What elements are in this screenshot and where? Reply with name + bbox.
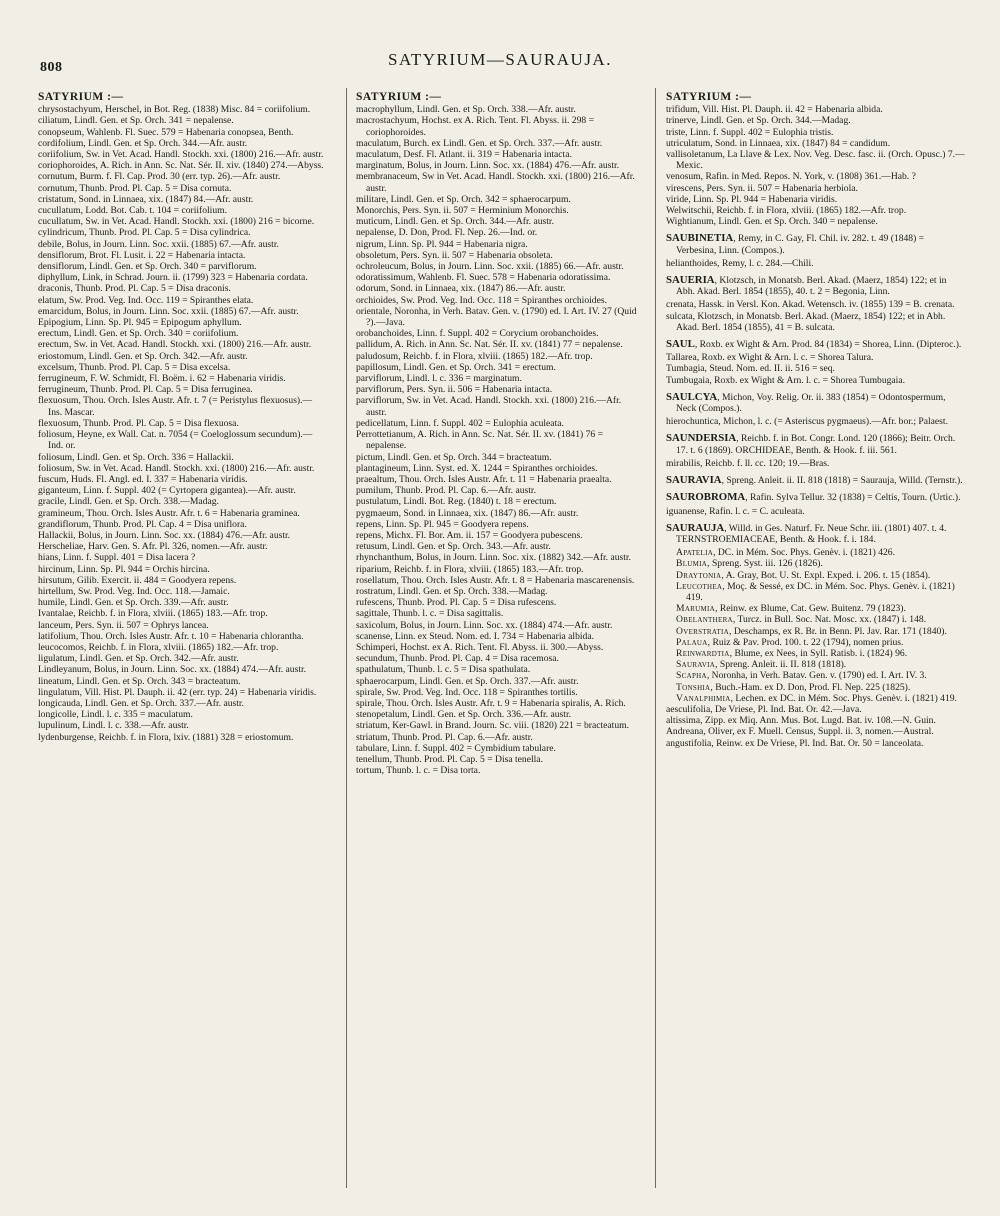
species-entry: repens, Linn. Sp. Pl. 945 = Goodyera repens. — [356, 518, 529, 530]
species-entry: pustulatum, Lindl. Bot. Reg. (1840) t. 18 = erectum. — [356, 496, 557, 508]
species-entry: parviflorum, Lindl. l. c. 336 = marginatum. — [356, 373, 522, 385]
species-entry: Andreana, Oliver, ex F. Muell. Census, Suppl. ii. 3, nomen.—Austral. — [666, 726, 934, 738]
species-entry: obsoletum, Pers. Syn. ii. 507 = Habenaria obsoleta. — [356, 249, 553, 261]
species-entry: chrysostachyum, Herschel, in Bot. Reg. (1838) Misc. 84 = coriifolium. — [38, 104, 311, 116]
species-entry: triste, Linn. f. Suppl. 402 = Eulophia tristis. — [666, 126, 834, 138]
synonym-entry — [666, 547, 966, 558]
genus-name: SAUBINETIA — [666, 232, 734, 245]
species-entry: tenellum, Thunb. Prod. Pl. Cap. 5 = Disa tenella. — [356, 753, 543, 765]
species-entry: plantagineum, Linn. Syst. ed. X. 1244 = Spiranthes orchioides. — [356, 462, 598, 474]
species-entry: secundum, Thunb. Prod. Pl. Cap. 4 = Disa racemosa. — [356, 653, 559, 665]
entry-list — [356, 104, 644, 776]
species-entry: Ivantalae, Reichb. f. in Flora, xlviii. (1865) 183.—Afr. trop. — [38, 608, 268, 620]
species-entry: hircinum, Linn. Sp. Pl. 944 = Orchis hircina. — [38, 563, 210, 575]
species-entry: altissima, Zipp. ex Miq. Ann. Mus. Bot. Lugd. Bat. iv. 108.—N. Guin. — [666, 715, 936, 727]
synonym-name: Blumia — [676, 558, 708, 570]
species-entry: sphaerocarpum, Lindl. Gen. et Sp. Orch. 337.—Afr. austr. — [356, 675, 579, 687]
species-entry: retusum, Lindl. Gen. et Sp. Orch. 343.—Afr. austr. — [356, 541, 551, 553]
species-entry: rufescens, Thunb. Prod. Pl. Cap. 5 = Disa rufescens. — [356, 597, 557, 609]
synonym-name: Marumia — [676, 603, 716, 615]
species-entry: angustifolia, Reinw. ex De Vriese, Pl. Ind. Bat. Or. 50 = lanceolata. — [666, 737, 924, 749]
genus-entry — [666, 392, 966, 414]
species-entry: draconis, Thunb. Prod. Pl. Cap. 5 = Disa draconis. — [38, 283, 231, 295]
running-head: SATYRIUM—SAURAUJA. — [388, 50, 612, 69]
species-entry: maculatum, Burch. ex Lindl. Gen. et Sp. Orch. 337.—Afr. austr. — [356, 137, 603, 149]
column-3 — [666, 88, 966, 1188]
entry-list — [38, 104, 326, 743]
species-entry: grandiflorum, Thunb. Prod. Pl. Cap. 4 = Disa uniflora. — [38, 518, 247, 530]
species-entry: stenopetalum, Lindl. Gen. et Sp. Orch. 336.—Afr. austr. — [356, 709, 572, 721]
species-entry: marginatum, Bolus, in Journ. Linn. Soc. xx. (1884) 476.—Afr. austr. — [356, 160, 620, 172]
species-entry: nigrum, Linn. Sp. Pl. 944 = Habenaria nigra. — [356, 238, 528, 250]
species-entry: Herscheliae, Harv. Gen. S. Afr. Pl. 326, nomen.—Afr. austr. — [38, 541, 268, 553]
synonym-name: Sauravia — [676, 659, 716, 671]
genus-name: SAUL — [666, 338, 695, 351]
species-entry: longicauda, Lindl. Gen. et Sp. Orch. 337.—Afr. austr. — [38, 697, 244, 709]
synonym-entry — [666, 637, 966, 648]
species-entry: lanceum, Pers. Syn. ii. 507 = Ophrys lancea. — [38, 619, 209, 631]
species-entry: longicolle, Lindl. l. c. 335 = maculatum. — [38, 709, 193, 721]
species-entry: Epipogium, Linn. Sp. Pl. 945 = Epipogum aphyllum. — [38, 317, 242, 329]
species-entry: scanense, Linn. ex Steud. Nom. ed. I. 734 = Habenaria albida. — [356, 630, 594, 642]
species-entry: cornutum, Thunb. Prod. Pl. Cap. 5 = Disa cornuta. — [38, 182, 232, 194]
species-entry: cucullatum, Lodd. Bot. Cab. t. 104 = coriifolium. — [38, 205, 227, 217]
species-entry: cucullatum, Sw. in Vet. Acad. Handl. Stockh. xxi. (1800) 216 = bicorne. — [38, 216, 315, 228]
synonym-name: Vanalphimia — [676, 692, 731, 704]
synonym-entry — [666, 581, 966, 603]
species-entry: nepalense, D. Don, Prod. Fl. Nep. 26.—Ind. or. — [356, 227, 538, 239]
species-entry: aesculifolia, De Vriese, Pl. Ind. Bat. Or. 42.—Java. — [666, 703, 862, 715]
entry-list — [666, 104, 966, 227]
genus-citation: , Willd. in Ges. Naturf. Fr. Neue Schr. iii. (1801) 407. t. 4. TERNSTROEMIACEAE, Benth. & Hook. f. i. 184. — [676, 522, 947, 545]
species-entry: flexuosum, Thou. Orch. Isles Austr. Afr. t. 7 (= Peristylus flexuosus).—Ins. Mascar. — [38, 395, 313, 418]
genus-citation: , Roxb. ex Wight & Arn. Prod. 84 (1834) = Shorea, Linn. (Dipteroc.). — [694, 339, 962, 351]
species-entry: hians, Linn. f. Suppl. 401 = Disa lacera ? — [38, 552, 196, 564]
species-entry: ferrugineum, F. W. Schmidt, Fl. Boëm. i. 62 = Habenaria viridis. — [38, 373, 286, 385]
genus-name: SAUERIA — [666, 274, 715, 287]
species-entry: rosellatum, Thou. Orch. Isles Austr. Afr. t. 8 = Habenaria mascarenensis. — [356, 574, 635, 586]
species-entry: ligulatum, Lindl. Gen. et Sp. Orch. 342.—Afr. austr. — [38, 653, 239, 665]
species-entry: trinerve, Lindl. Gen. et Sp. Orch. 344.—Madag. — [666, 115, 851, 127]
species-entry: elatum, Sw. Prod. Veg. Ind. Occ. 119 = Spiranthes elata. — [38, 294, 254, 306]
species-entry: viride, Linn. Sp. Pl. 944 = Habenaria viridis. — [666, 193, 838, 205]
species-entry: Perrottetianum, A. Rich. in Ann. Sc. Nat. Sér. II. xv. (1841) 76 = nepalense. — [356, 429, 604, 452]
genus-citation: , Klotzsch, in Monatsb. Berl. Akad. (Maerz, 1854) 122; et in Abh. Akad. Berl. 1854 (1855), 40. t. 2 = Begonia, Linn. — [676, 275, 947, 298]
species-entry: Tumbugaia, Roxb. ex Wight & Arn. l. c. = Shorea Tumbugaia. — [666, 374, 906, 386]
species-entry: Hallackii, Bolus, in Journ. Linn. Soc. xx. (1884) 476.—Afr. austr. — [38, 529, 291, 541]
species-entry: Tallarea, Roxb. ex Wight & Arn. l. c. = Shorea Talura. — [666, 352, 874, 364]
synonym-name: Leucothea — [676, 580, 723, 592]
synonym-name: Tonshia — [676, 681, 711, 693]
species-entry: foliosum, Lindl. Gen. et Sp. Orch. 336 = Hallackii. — [38, 451, 234, 463]
species-entry: utriculatum, Sond. in Linnaea, xix. (1847) 84 = candidum. — [666, 137, 891, 149]
species-entry: iguanense, Rafin. l. c. = C. aculeata. — [666, 505, 805, 517]
species-entry: repens, Michx. Fl. Bor. Am. ii. 157 = Goodyera pubescens. — [356, 529, 583, 541]
genus-heading: SATYRIUM :— — [356, 91, 442, 103]
species-entry: cylindricum, Thunb. Prod. Pl. Cap. 5 = Disa cylindrica. — [38, 227, 251, 239]
column-rule — [346, 88, 347, 1188]
species-entry: spathulatum, Thunb. l. c. 5 = Disa spathulata. — [356, 664, 531, 676]
species-entry: debile, Bolus, in Journ. Linn. Soc. xxii. (1885) 67.—Afr. austr. — [38, 238, 279, 250]
species-entry: Lindleyanum, Bolus, in Journ. Linn. Soc. xx. (1884) 474.—Afr. austr. — [38, 664, 307, 676]
species-entry: odoratissimum, Wahlenb. Fl. Suec. 578 = Habenaria odoratissima. — [356, 272, 611, 284]
species-entry: lupulinum, Lindl. l. c. 338.—Afr. austr. — [38, 720, 189, 732]
species-entry: vallisoletanum, La Llave & Lex. Nov. Veg. Desc. fasc. ii. (Orch. Opusc.) 7.—Mexic. — [666, 149, 965, 172]
genus-entry — [666, 275, 966, 297]
genus-citation: , Michon, Voy. Relig. Or. ii. 383 (1854) = Odontospermum, Neck (Compos.). — [676, 391, 946, 415]
species-entry: rhynchanthum, Bolus, in Journ. Linn. Soc. xix. (1882) 342.—Afr. austr. — [356, 552, 631, 564]
species-entry: macrostachyum, Hochst. ex A. Rich. Tent. Fl. Abyss. ii. 298 = coriophoroides. — [356, 115, 594, 138]
genus-entry — [666, 233, 966, 255]
synonym-list — [666, 547, 966, 704]
species-entry: latifolium, Thou. Orch. Isles Austr. Afr. t. 10 = Habenaria chlorantha. — [38, 630, 304, 642]
genus-name: SAUROBROMA — [666, 491, 746, 504]
synonym-name: Obelanthera — [676, 614, 733, 626]
genus-citation: , Remy, in C. Gay, Fl. Chil. iv. 282. t. 49 (1848) = Verbesina, Linn. (Compos.). — [676, 233, 925, 256]
genus-name: SAUNDERSIA — [666, 432, 737, 445]
genus-citation: , Reichb. f. in Bot. Congr. Lond. 120 (1866); Beitr. Orch. 17. t. 6 (1869). ORCHIDEAE, Benth. & Hook. f. iii. 561. — [676, 433, 956, 456]
species-entry: lingulatum, Vill. Hist. Pl. Dauph. ii. 42 (err. typ. 24) = Habenaria viridis. — [38, 686, 317, 698]
synonym-citation: , Reinw. ex Blume, Cat. Gew. Buitenz. 79 (1823). — [715, 603, 906, 615]
species-entry: spirale, Sw. Prod. Veg. Ind. Occ. 118 = Spiranthes tortilis. — [356, 686, 578, 698]
species-entry: pictum, Lindl. Gen. et Sp. Orch. 344 = bracteatum. — [356, 451, 552, 463]
species-entry: trifidum, Vill. Hist. Pl. Dauph. ii. 42 = Habenaria albida. — [666, 104, 883, 116]
genus-entry — [666, 433, 966, 455]
synonym-citation: , Ruiz & Pav. Prod. 100. t. 22 (1794), nomen prius. — [707, 636, 904, 648]
genus-name: SAULCYA — [666, 390, 718, 403]
species-entry: lineatum, Lindl. Gen. et Sp. Orch. 343 = bracteatum. — [38, 675, 241, 687]
species-entry: Wightianum, Lindl. Gen. et Sp. Orch. 340 = nepalense. — [666, 216, 878, 228]
species-entry: coriophoroides, A. Rich. in Ann. Sc. Nat. Sér. II. xiv. (1840) 274.—Abyss. — [38, 160, 324, 172]
species-entry: Tumbagia, Steud. Nom. ed. II. ii. 516 = seq. — [666, 363, 835, 375]
species-entry: fuscum, Huds. Fl. Angl. ed. I. 337 = Habenaria viridis. — [38, 473, 248, 485]
species-entry: pumilum, Thunb. Prod. Pl. Cap. 6.—Afr. austr. — [356, 485, 536, 497]
genus-citation: , Rafin. Sylva Tellur. 32 (1838) = Celtis, Tourn. (Urtic.). — [745, 492, 961, 504]
species-entry: membranaceum, Sw in Vet. Acad. Handl. Stockh. xxi. (1800) 216.—Afr. austr. — [356, 171, 635, 194]
species-entry: rostratum, Lindl. Gen. et Sp. Orch. 338.—Madag. — [356, 585, 548, 597]
species-entry: tabulare, Linn. f. Suppl. 402 = Cymbidium tabulare. — [356, 742, 556, 754]
species-entry: papillosum, Lindl. Gen. et Sp. Orch. 341 = erectum. — [356, 361, 556, 373]
synonym-entry — [666, 670, 966, 681]
species-entry: coriifolium, Sw. in Vet. Acad. Handl. Stockh. xxi. (1800) 216.—Afr. austr. — [38, 149, 324, 161]
synonym-citation: , A. Gray, Bot. U. St. Expl. Exped. i. 206. t. 15 (1854). — [721, 569, 931, 581]
species-entry: giganteum, Linn. f. Suppl. 402 (= Cyrtopera gigantea).—Afr. austr. — [38, 485, 296, 497]
species-entry: conopseum, Wahlenb. Fl. Suec. 579 = Habenaria conopsea, Benth. — [38, 126, 294, 138]
species-entry: hirsutum, Gilib. Exercit. ii. 484 = Goodyera repens. — [38, 574, 237, 586]
synonym-entry — [666, 648, 966, 659]
species-entry: pygmaeum, Sond. in Linnaea, xix. (1847) 86.—Afr. austr. — [356, 507, 579, 519]
species-entry: parviflorum, Sw. in Vet. Acad. Handl. Stockh. xxi. (1800) 216.—Afr. austr. — [356, 395, 622, 418]
species-entry: crenata, Hassk. in Versl. Kon. Akad. Wetensch. iv. (1855) 139 = B. crenata. — [666, 299, 955, 311]
species-entry: erectum, Lindl. Gen. et Sp. Orch. 340 = coriifolium. — [38, 328, 239, 340]
synonym-entry — [666, 682, 966, 693]
synonym-name: Reinwardtia — [676, 647, 730, 659]
species-entry: hirtellum, Sw. Prod. Veg. Ind. Occ. 118.—Jamaic. — [38, 585, 230, 597]
synonym-citation: , DC. in Mém. Soc. Phys. Genèv. i. (1821) 426. — [713, 547, 895, 559]
species-entry: cornutum, Burm. f. Fl. Cap. Prod. 30 (err. typ. 26).—Afr. austr. — [38, 171, 281, 183]
species-entry: striatum, Ker-Gawl. in Brand. Journ. Sc. viii. (1820) 221 = bracteatum. — [356, 720, 629, 732]
species-entry: macrophyllum, Lindl. Gen. et Sp. Orch. 338.—Afr. austr. — [356, 104, 576, 116]
species-entry: orchioides, Sw. Prod. Veg. Ind. Occ. 118 = Spiranthes orchioides. — [356, 294, 607, 306]
species-entry: gracile, Lindl. Gen. et Sp. Orch. 338.—Madag. — [38, 496, 219, 508]
species-entry: orientale, Noronha, in Verh. Batav. Gen. v. (1790) ed. I. Art. IV. 27 (Quid ?).—Java. — [356, 305, 637, 329]
columns — [38, 88, 968, 1188]
column-1 — [38, 88, 326, 1188]
species-entry: muticum, Lindl. Gen. et Sp. Orch. 344.—Afr. austr. — [356, 216, 554, 228]
genus-name: SAURAVIA — [666, 474, 722, 487]
synonym-name: Scapha — [676, 670, 707, 682]
species-entry: paludosum, Reichb. f. in Flora, xlviii. (1865) 182.—Afr. trop. — [356, 350, 593, 362]
species-list — [666, 704, 966, 749]
page-number: 808 — [40, 60, 63, 75]
species-entry: orobanchoides, Linn. f. Suppl. 402 = Corycium orobanchoides. — [356, 328, 599, 340]
synonym-name: Draytonia — [676, 569, 722, 581]
synonym-name: Palaua — [676, 636, 708, 648]
genus-list — [666, 233, 966, 545]
genus-name: SAURAUJA — [666, 521, 725, 534]
synonym-entry — [666, 626, 966, 637]
species-entry: densiflorum, Brot. Fl. Lusit. i. 22 = Habenaria intacta. — [38, 249, 246, 261]
species-entry: maculatum, Desf. Fl. Atlant. ii. 319 = Habenaria intacta. — [356, 149, 572, 161]
species-entry: praealtum, Thou. Orch. Isles Austr. Afr. t. 11 = Habenaria praealta. — [356, 473, 612, 485]
synonym-citation: , Noronha, in Verh. Batav. Gen. v. (1790) ed. I. Art. IV. 3. — [706, 670, 927, 682]
synonym-entry — [666, 603, 966, 614]
genus-entry — [666, 523, 966, 545]
species-entry: pedicellatum, Linn. f. Suppl. 402 = Eulophia aculeata. — [356, 417, 564, 429]
synonym-citation: , Spreng. Syst. iii. 126 (1826). — [707, 558, 823, 570]
species-entry: ferrugineum, Thunb. Prod. Pl. Cap. 5 = Disa ferruginea. — [38, 384, 253, 396]
synonym-citation: , Lechen. ex DC. in Mém. Soc. Phys. Genèv. i. (1821) 419. — [730, 692, 957, 704]
species-entry: foliosum, Heyne, ex Wall. Cat. n. 7054 (= Coeloglossum secundum).—Ind. or. — [38, 429, 313, 452]
species-entry: venosum, Rafin. in Med. Repos. N. York, v. (1808) 361.—Hab. ? — [666, 171, 916, 183]
synonym-entry — [666, 693, 966, 704]
species-entry: helianthoides, Remy, l. c. 284.—Chili. — [666, 257, 814, 269]
species-entry: flexuosum, Thunb. Prod. Pl. Cap. 5 = Disa flexuosa. — [38, 417, 239, 429]
synonym-entry — [666, 558, 966, 569]
species-entry: militare, Lindl. Gen. et Sp. Orch. 342 = sphaerocarpum. — [356, 193, 571, 205]
species-entry: eriostomum, Lindl. Gen. et Sp. Orch. 342.—Afr. austr. — [38, 350, 248, 362]
species-entry: emarcidum, Bolus, in Journ. Linn. Soc. xxii. (1885) 67.—Afr. austr. — [38, 305, 299, 317]
synonym-citation: , Turcz. in Bull. Soc. Nat. Mosc. xx. (1847) i. 148. — [732, 614, 927, 626]
species-entry: lydenburgense, Reichb. f. in Flora, lxiv. (1881) 328 = eriostomum. — [38, 731, 294, 743]
species-entry: diphyllum, Link, in Schrad. Journ. ii. (1799) 323 = Habenaria cordata. — [38, 272, 308, 284]
species-entry: cristatum, Sond. in Linnaea, xix. (1847) 84.—Afr. austr. — [38, 193, 254, 205]
synonym-citation: , Spreng. Anleit. ii. II. 818 (1818). — [715, 659, 847, 671]
genus-entry — [666, 475, 966, 486]
species-entry: riparium, Reichb. f. in Flora, xlviii. (1865) 183.—Afr. trop. — [356, 563, 584, 575]
synonym-citation: , Blume, ex Nees, in Syll. Ratisb. i. (1824) 96. — [729, 647, 908, 659]
synonym-citation: , Buch.-Ham. ex D. Don, Prod. Fl. Nep. 225 (1825). — [710, 681, 911, 693]
genus-heading: SATYRIUM :— — [666, 91, 752, 103]
species-entry: leucocomos, Reichb. f. in Flora, xlviii. (1865) 182.—Afr. trop. — [38, 641, 279, 653]
species-entry: foliosum, Sw. in Vet. Acad. Handl. Stockh. xxi. (1800) 216.—Afr. austr. — [38, 462, 315, 474]
genus-entry — [666, 492, 966, 503]
species-entry: Monorchis, Pers. Syn. ii. 507 = Herminium Monorchis. — [356, 205, 569, 217]
species-entry: sulcata, Klotzsch, in Monatsb. Berl. Akad. (Maerz, 1854) 122; et in Abh. Akad. Berl. 1854 (1855), 41 = B. sulcata. — [666, 310, 946, 333]
species-entry: gramineum, Thou. Orch. Isles Austr. Afr. t. 6 = Habenaria graminea. — [38, 507, 300, 519]
genus-heading: SATYRIUM :— — [38, 91, 124, 103]
species-entry: erectum, Sw. in Vet. Acad. Handl. Stockh. xxi. (1800) 216.—Afr. austr. — [38, 339, 312, 351]
species-entry: tortum, Thunb. l. c. = Disa torta. — [356, 765, 481, 777]
species-entry: ochroleucum, Bolus, in Journ. Linn. Soc. xxii. (1885) 66.—Afr. austr. — [356, 261, 624, 273]
species-entry: virescens, Pers. Syn. ii. 507 = Habenaria herbiola. — [666, 182, 858, 194]
species-entry: striatum, Thunb. Prod. Pl. Cap. 6.—Afr. austr. — [356, 731, 533, 743]
species-entry: pallidum, A. Rich. in Ann. Sc. Nat. Sér. II. xv. (1841) 77 = nepalense. — [356, 339, 623, 351]
species-entry: mirabilis, Reichb. f. ll. cc. 120; 19.—Bras. — [666, 457, 830, 469]
species-entry: excelsum, Thunb. Prod. Pl. Cap. 5 = Disa excelsa. — [38, 361, 231, 373]
synonym-entry — [666, 614, 966, 625]
genus-citation: , Spreng. Anleit. ii. II. 818 (1818) = Saurauja, Willd. (Ternstr.). — [721, 475, 963, 487]
species-entry: hierochuntica, Michon, l. c. (= Asteriscus pygmaeus).—Afr. bor.; Palaest. — [666, 416, 948, 428]
synonym-entry — [666, 659, 966, 670]
species-entry: spirale, Thou. Orch. Isles Austr. Afr. t. 9 = Habenaria spiralis, A. Rich. — [356, 697, 626, 709]
species-entry: parviflorum, Pers. Syn. ii. 506 = Habenaria intacta. — [356, 384, 553, 396]
synonym-entry — [666, 570, 966, 581]
species-entry: Schimperi, Hochst. ex A. Rich. Tent. Fl. Abyss. ii. 300.—Abyss. — [356, 641, 604, 653]
species-entry: ciliatum, Lindl. Gen. et Sp. Orch. 341 = nepalense. — [38, 115, 234, 127]
species-entry: cordifolium, Lindl. Gen. et Sp. Orch. 344.—Afr. austr. — [38, 137, 248, 149]
species-entry: Welwitschii, Reichb. f. in Flora, xlviii. (1865) 182.—Afr. trop. — [666, 205, 907, 217]
species-entry: saxicolum, Bolus, in Journ. Linn. Soc. xx. (1884) 474.—Afr. austr. — [356, 619, 613, 631]
column-rule — [655, 88, 656, 1188]
species-entry: odorum, Sond. in Linnaea, xix. (1847) 86.—Afr. austr. — [356, 283, 566, 295]
synonym-name: Apatelia — [676, 547, 714, 559]
species-entry: humile, Lindl. Gen. et Sp. Orch. 339.—Afr. austr. — [38, 597, 229, 609]
synonym-citation: , Deschamps, ex R. Br. in Benn. Pl. Jav. Rar. 171 (1840). — [729, 625, 947, 637]
column-2 — [356, 88, 644, 1188]
genus-entry — [666, 339, 966, 350]
species-entry: sagittale, Thunb. l. c. = Disa sagittalis. — [356, 608, 504, 620]
synonym-name: Overstratia — [676, 625, 730, 637]
synonym-citation: , Moç. & Sessé, ex DC. in Mém. Soc. Phys. Genèv. i. (1821) 419. — [686, 580, 955, 603]
species-entry: densiflorum, Lindl. Gen. et Sp. Orch. 340 = parviflorum. — [38, 261, 257, 273]
